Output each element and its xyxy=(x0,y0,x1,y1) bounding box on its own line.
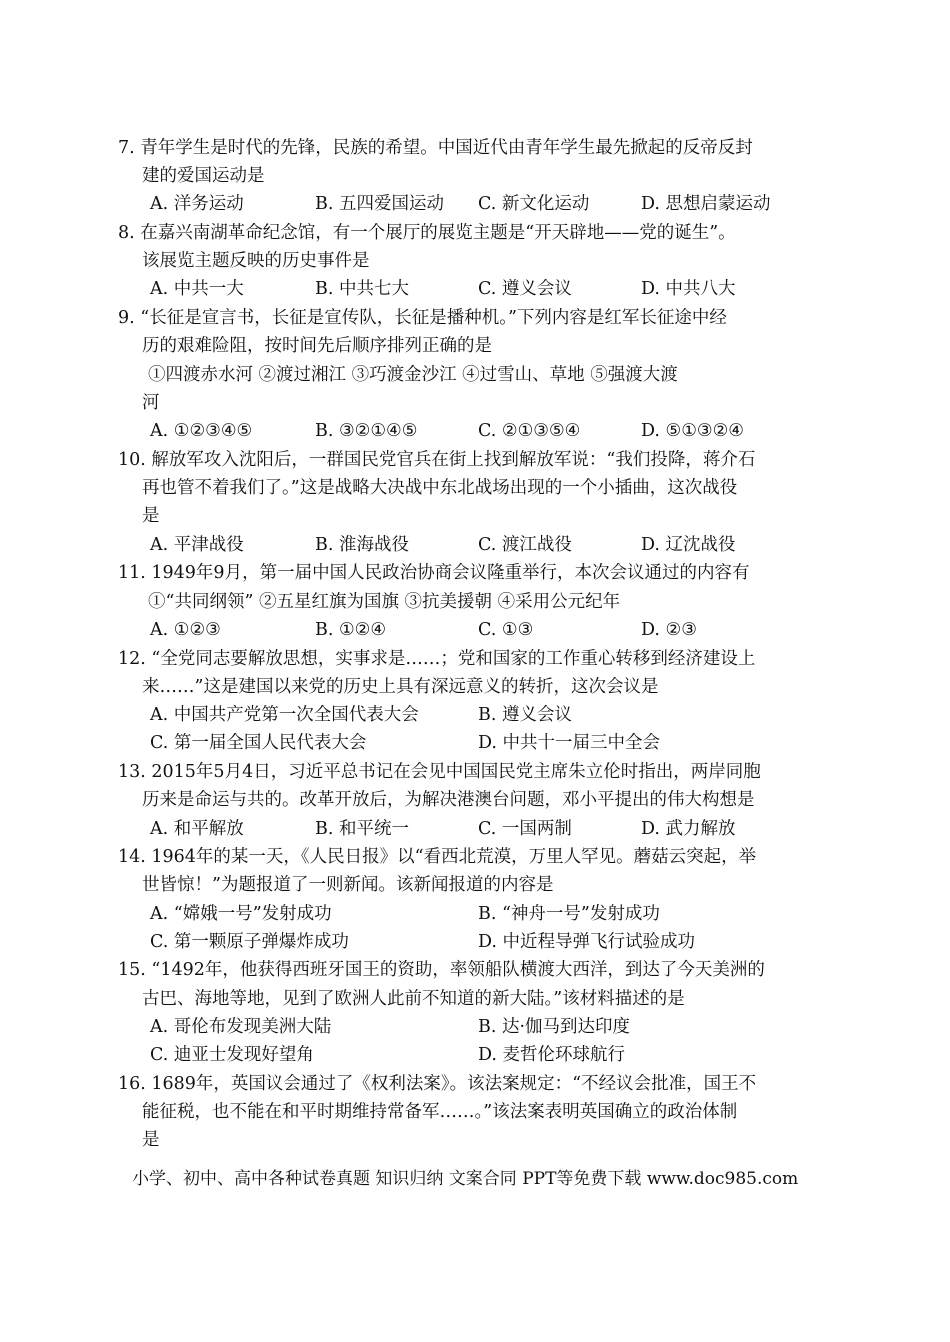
q7-stem-line2: 建的爱国运动是 xyxy=(142,166,265,186)
q15-option-b: B. 达·伽马到达印度 xyxy=(478,1017,631,1037)
q11-option-d: D. ②③ xyxy=(641,620,697,640)
q8-stem-line1: 8. 在嘉兴南湖革命纪念馆，有一个展厅的展览主题是“开天辟地——党的诞生”。 xyxy=(118,223,736,243)
q9-option-d: D. ⑤①③②④ xyxy=(641,421,744,441)
q7-option-c: C. 新文化运动 xyxy=(478,194,590,214)
q11-option-a: A. ①②③ xyxy=(150,620,221,640)
q13-option-a: A. 和平解放 xyxy=(150,819,244,839)
q8-option-c: C. 遵义会议 xyxy=(478,279,572,299)
q14-option-b: B. “神舟一号”发射成功 xyxy=(478,904,660,924)
q13-stem-line1: 13. 2015年5月4日，习近平总书记在会见中国国民党主席朱立伦时指出，两岸同胞 xyxy=(118,762,761,782)
q16-stem-line3: 是 xyxy=(142,1130,160,1150)
q14-option-d: D. 中近程导弹飞行试验成功 xyxy=(478,932,696,952)
q9-option-c: C. ②①③⑤④ xyxy=(478,421,581,441)
q15-stem-line1: 15. “1492年，他获得西班牙国王的资助，率领船队横渡大西洋，到达了今天美洲的 xyxy=(118,960,765,980)
q9-stem-line1: 9. “长征是宣言书，长征是宣传队，长征是播种机。”下列内容是红军长征途中经 xyxy=(118,308,727,328)
q13-stem-line2: 历来是命运与共的。改革开放后，为解决港澳台问题，邓小平提出的伟大构想是 xyxy=(142,790,755,810)
q12-option-a: A. 中国共产党第一次全国代表大会 xyxy=(150,705,419,725)
q14-option-a: A. “嫦娥一号”发射成功 xyxy=(150,904,332,924)
q7-stem-line1: 7. 青年学生是时代的先锋，民族的希望。中国近代由青年学生最先掀起的反帝反封 xyxy=(118,138,753,158)
q12-stem-line1: 12. “全党同志要解放思想，实事求是……；党和国家的工作重心转移到经济建设上 xyxy=(118,649,756,669)
q10-option-d: D. 辽沈战役 xyxy=(641,535,736,555)
q13-option-d: D. 武力解放 xyxy=(641,819,736,839)
q13-option-c: C. 一国两制 xyxy=(478,819,572,839)
q10-stem-line1: 10. 解放军攻入沈阳后，一群国民党官兵在街上找到解放军说：“我们投降，蒋介石 xyxy=(118,450,756,470)
q7-option-a: A. 洋务运动 xyxy=(150,194,244,214)
q8-option-d: D. 中共八大 xyxy=(641,279,736,299)
q12-stem-line2: 来……”这是建国以来党的历史上具有深远意义的转折，这次会议是 xyxy=(142,677,659,697)
q15-option-c: C. 迪亚士发现好望角 xyxy=(150,1045,314,1065)
q9-stem-line2: 历的艰难险阻，按时间先后顺序排列正确的是 xyxy=(142,336,492,356)
q16-stem-line1: 16. 1689年，英国议会通过了《权利法案》。该法案规定：“不经议会批准，国王不 xyxy=(118,1074,757,1094)
q11-stem-line1: 11. 1949年9月，第一届中国人民政治协商会议隆重举行，本次会议通过的内容有 xyxy=(118,563,750,583)
q10-option-a: A. 平津战役 xyxy=(150,535,244,555)
q15-option-a: A. 哥伦布发现美洲大陆 xyxy=(150,1017,332,1037)
q10-stem-line3: 是 xyxy=(142,506,160,526)
q16-stem-line2: 能征税，也不能在和平时期维持常备军……。”该法案表明英国确立的政治体制 xyxy=(142,1102,738,1122)
q11-option-b: B. ①②④ xyxy=(315,620,387,640)
q14-option-c: C. 第一颗原子弹爆炸成功 xyxy=(150,932,349,952)
q12-option-d: D. 中共十一届三中全会 xyxy=(478,733,661,753)
q10-option-c: C. 渡江战役 xyxy=(478,535,572,555)
q8-option-b: B. 中共七大 xyxy=(315,279,409,299)
q11-items-line: ①“共同纲领” ②五星红旗为国旗 ③抗美援朝 ④采用公元纪年 xyxy=(148,592,621,612)
q14-stem-line1: 14. 1964年的某一天，《人民日报》以“看西北荒漠，万里人罕见。蘑菇云突起，举 xyxy=(118,847,757,867)
page-footer: 小学、初中、高中各种试卷真题 知识归纳 文案合同 PPT等免费下载 www.doc985.com xyxy=(132,1169,799,1189)
q12-option-c: C. 第一届全国人民代表大会 xyxy=(150,733,367,753)
q7-option-d: D. 思想启蒙运动 xyxy=(641,194,771,214)
q9-option-b: B. ③②①④⑤ xyxy=(315,421,418,441)
q15-option-d: D. 麦哲伦环球航行 xyxy=(478,1045,626,1065)
q7-option-b: B. 五四爱国运动 xyxy=(315,194,444,214)
q15-stem-line2: 古巴、海地等地，见到了欧洲人此前不知道的新大陆。”该材料描述的是 xyxy=(142,989,685,1009)
q8-option-a: A. 中共一大 xyxy=(150,279,244,299)
q9-items-line1: ①四渡赤水河 ②渡过湘江 ③巧渡金沙江 ④过雪山、草地 ⑤强渡大渡 xyxy=(148,365,678,385)
q8-stem-line2: 该展览主题反映的历史事件是 xyxy=(142,251,370,271)
q9-option-a: A. ①②③④⑤ xyxy=(150,421,253,441)
q10-stem-line2: 再也管不着我们了。”这是战略大决战中东北战场出现的一个小插曲，这次战役 xyxy=(142,478,738,498)
q10-option-b: B. 淮海战役 xyxy=(315,535,409,555)
q14-stem-line2: 世皆惊！”为题报道了一则新闻。该新闻报道的内容是 xyxy=(142,875,554,895)
q13-option-b: B. 和平统一 xyxy=(315,819,409,839)
q9-items-line2: 河 xyxy=(142,393,160,413)
q11-option-c: C. ①③ xyxy=(478,620,534,640)
q12-option-b: B. 遵义会议 xyxy=(478,705,572,725)
